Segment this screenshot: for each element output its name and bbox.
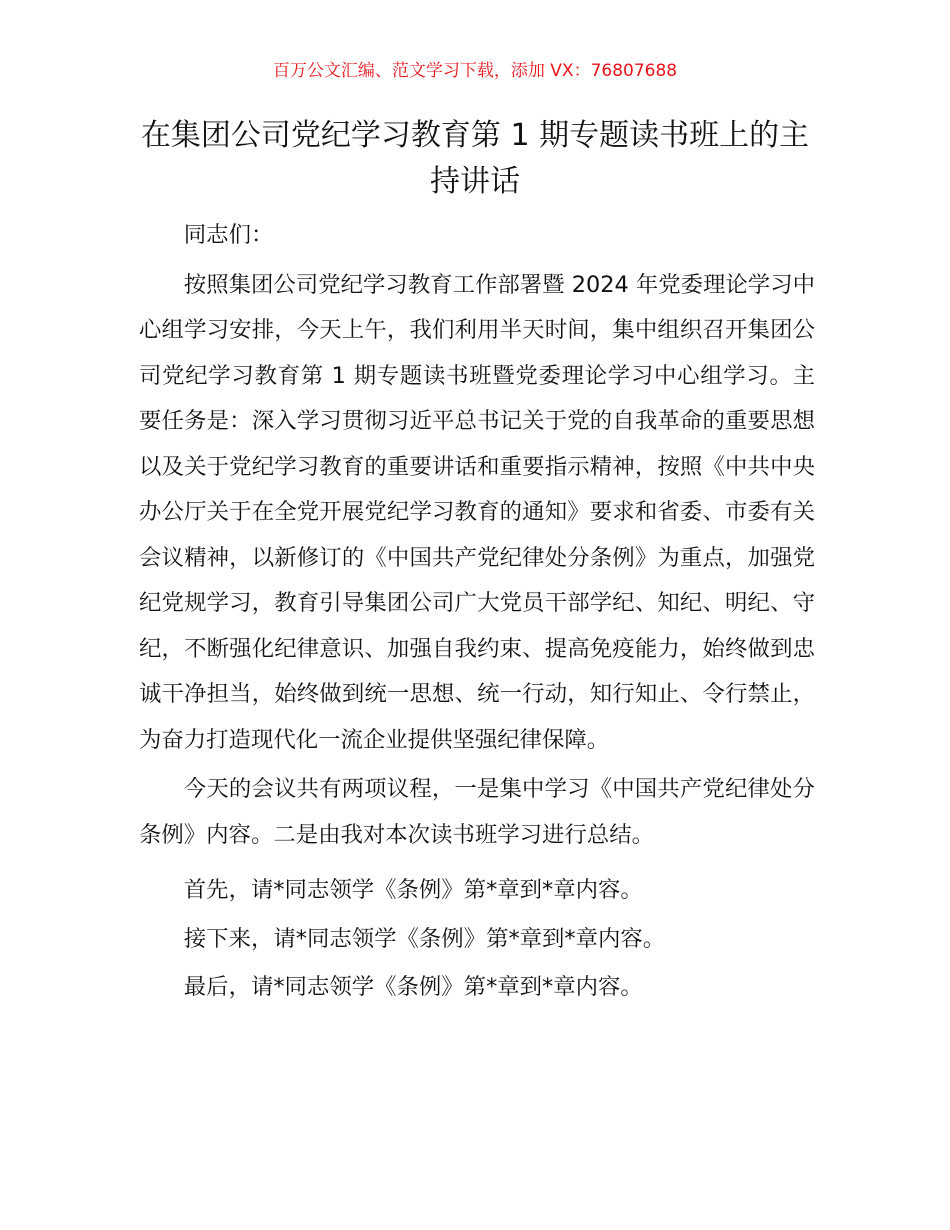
paragraph-purpose: 按照集团公司党纪学习教育工作部署暨 2024 年党委理论学习中心组学习安排，今天上午，我们利用半天时间，集中组织召开集团公司党纪学习教育第 1 期专题读书班暨党委理论学习中心组学习。主要任务是：深入学习贯彻习近平总书记关于党的自我革命的重要思想以及关于党纪学习教育的重要讲话和重要指示精神，按照《中共中央办公厅关于在全党开展党纪学习教育的通知》要求和省委、市委有关会议精神，以新修订的《中国共产党纪律处分条例》为重点，加强党纪党规学习，教育引导集团公司广大党员干部学纪、知纪、明纪、守纪，不断强化纪律意识、加强自我约束、提高免疫能力，始终做到忠诚干净担当，始终做到统一思想、统一行动，知行知止、令行禁止，为奋力打造现代化一流企业提供坚强纪律保障。 — [139, 271, 815, 753]
paragraph-step-next: 接下来，请*同志领学《条例》第*章到*章内容。 — [183, 925, 666, 952]
document-body — [139, 213, 815, 1014]
paragraph-step-first: 首先，请*同志领学《条例》第*章到*章内容。 — [183, 877, 643, 903]
watermark-header-note: 百万公文汇编、范文学习下载，添加 VX：76807688 — [272, 61, 678, 81]
paragraph-agenda: 今天的会议共有两项议程，一是集中学习《中国共产党纪律处分条例》内容。二是由我对本次读书班学习进行总结。 — [139, 776, 815, 848]
document-title: 在集团公司党纪学习教育第 1 期专题读书班上的主持讲话 — [140, 118, 810, 199]
greeting: 同志们： — [183, 222, 274, 248]
paragraph-step-last: 最后，请*同志领学《条例》第*章到*章内容。 — [183, 974, 643, 1000]
